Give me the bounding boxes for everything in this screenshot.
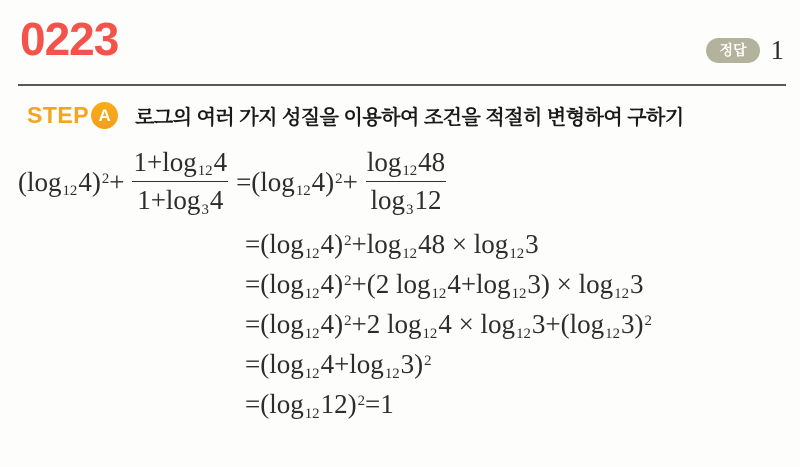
step-heading <box>27 101 684 130</box>
math-text: 4) <box>311 166 335 197</box>
subscript: 12 <box>402 245 418 262</box>
math-text: =1 <box>365 389 394 420</box>
subscript: 3 <box>406 201 414 218</box>
equation-line <box>245 224 652 264</box>
divider-rule <box>18 84 786 86</box>
math-text: 12 <box>414 185 442 216</box>
superscript: 2 <box>424 352 432 369</box>
subscript: 12 <box>384 365 400 382</box>
subscript: 12 <box>304 245 320 262</box>
subscript: 12 <box>422 325 438 342</box>
solution-steps <box>18 147 652 424</box>
math-text: 48 × log <box>418 229 509 260</box>
subscript: 12 <box>511 285 527 302</box>
subscript: 3 <box>201 201 209 218</box>
math-text: + <box>109 166 125 197</box>
math-text: 4 <box>209 185 224 216</box>
step-title: 로그의 여러 가지 성질을 이용하여 조건을 적절히 변형하여 구하기 <box>135 107 684 129</box>
math-text: 4) <box>78 166 101 197</box>
math-text: 4+log <box>320 349 384 380</box>
answer-group <box>706 37 784 64</box>
subscript: 12 <box>304 405 320 422</box>
equation-line <box>245 304 652 344</box>
step-a-badge-icon: A <box>91 102 118 129</box>
subscript: 12 <box>614 285 629 302</box>
step-label: STEP <box>27 102 90 128</box>
math-text: =(log <box>245 349 304 380</box>
math-text: 4 <box>213 147 228 177</box>
math-text: =(log <box>245 389 304 420</box>
equation-line <box>245 264 652 304</box>
math-text: 1+log <box>133 147 197 177</box>
math-text: (log <box>18 166 62 197</box>
subscript: 12 <box>304 285 320 302</box>
subscript: 12 <box>304 365 320 382</box>
math-text: 3) <box>620 309 644 340</box>
math-text: 4 × log <box>438 309 516 340</box>
fraction-denominator <box>366 181 447 216</box>
math-text: 4) <box>320 309 344 340</box>
math-text: 3 <box>629 269 644 300</box>
answer-badge: 정답 <box>706 38 759 62</box>
math-text: +log <box>351 229 402 260</box>
subscript: 12 <box>431 285 447 302</box>
fraction-denominator <box>132 181 228 216</box>
math-text: 3 <box>525 229 539 260</box>
equation-line <box>245 384 652 424</box>
equation-line <box>245 344 652 384</box>
superscript: 2 <box>335 170 343 187</box>
math-text: +2 log <box>351 309 422 340</box>
superscript: 2 <box>357 392 365 409</box>
math-text: 4) <box>320 229 344 260</box>
math-text: log <box>366 147 402 177</box>
fraction-numerator <box>129 147 233 181</box>
subscript: 12 <box>295 183 311 200</box>
math-text: 4+log <box>447 269 511 300</box>
fraction <box>129 147 233 216</box>
equation-line <box>18 147 652 219</box>
answer-value: 1 <box>770 35 784 65</box>
math-text: =(log <box>245 269 304 300</box>
subscript: 12 <box>516 325 531 342</box>
superscript: 2 <box>101 170 110 187</box>
math-text: 48 <box>418 147 446 177</box>
math-text: 4) <box>320 269 344 300</box>
math-text: 3+(log <box>531 309 605 340</box>
problem-number: 0223 <box>20 13 119 65</box>
math-text: +(2 log <box>351 269 431 300</box>
math-text: 3) × log <box>527 269 614 300</box>
math-text: 12) <box>320 389 357 420</box>
subscript: 12 <box>62 183 78 200</box>
superscript: 2 <box>344 312 352 329</box>
subscript: 12 <box>402 163 418 180</box>
math-text: =(log <box>236 166 295 197</box>
math-text: log <box>370 185 406 216</box>
math-text: =(log <box>245 229 304 260</box>
math-text: =(log <box>245 309 304 340</box>
math-text: + <box>342 166 358 197</box>
superscript: 2 <box>644 312 652 329</box>
superscript: 2 <box>344 232 352 249</box>
subscript: 12 <box>509 245 525 262</box>
fraction <box>362 147 450 216</box>
fraction-numerator <box>362 147 450 181</box>
superscript: 2 <box>344 272 352 289</box>
math-text: 1+log <box>137 185 201 216</box>
math-text: 3) <box>400 349 424 380</box>
subscript: 12 <box>605 325 620 342</box>
subscript: 12 <box>197 163 213 180</box>
subscript: 12 <box>304 325 320 342</box>
